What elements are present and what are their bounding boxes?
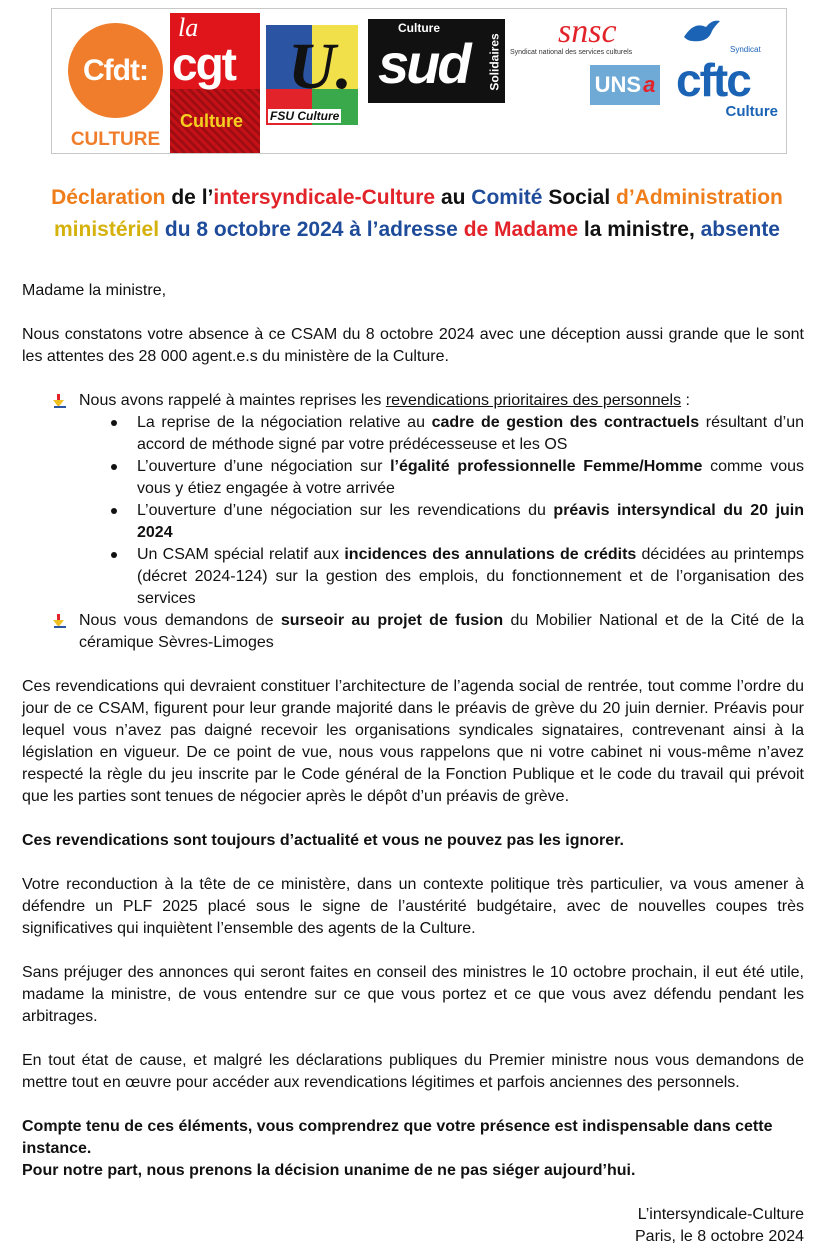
letter-body — [22, 280, 804, 1248]
title-segment: Déclaration — [51, 186, 166, 209]
sub-demands — [22, 412, 804, 610]
cfdt-culture-logo — [68, 23, 163, 151]
paragraph-agenda: Ces revendications qui devraient constituer l’architecture de l’agenda social de rentrée, tout comme l’ordre du jour de ce CSAM, figurent pour leur grande majorité dans le préavis de grève du 20 juin dernier. Préavis pour lequel vous n’avez pas daigné recevoir les organisations syndicales signataires, contrevenant ainsi à la législation en vigueur. De ce point de vue, nous vous rappelons que ni votre cabinet ni vous-même n’avez respecté la règle du jeu inscrite par le Code général de la Fonction Publique et le code du travail qui prévoit que les parties sont tenues de négocier après le dépôt d’un préavis de grève. — [22, 678, 804, 805]
fsu-logo-sub: FSU Culture — [270, 109, 340, 123]
arrow-bullet-icon — [52, 614, 67, 628]
cgt-culture-logo — [170, 13, 260, 153]
fsu-logo-letter: U. — [288, 30, 353, 103]
paragraph-conclusion: Compte tenu de ces éléments, vous comprendrez que votre présence est indispensable dans cette instance. Pour notre part, nous prenons la décision unanime de ne pas siéger aujourd’hui. — [22, 1118, 773, 1179]
signature-date: Paris, le 8 octobre 2024 — [635, 1228, 804, 1245]
signature-name: L’intersyndicale-Culture — [637, 1206, 804, 1223]
list-item: La reprise de la négociation relative au cadre de gestion des contractuels résultant d’un accord de méthode signé par votre prédécesseuse et les OS — [22, 412, 804, 456]
arrow-bullet-icon — [52, 394, 67, 408]
title-segment: de Madame — [463, 218, 579, 241]
paragraph-annonces: Sans préjuger des annonces qui seront faites en conseil des ministres le 10 octobre prochain, il eut été utile, madame la ministre, de vous entendre sur ce que vous portez et ce que vous avez défendu pendant les arbitrages. — [22, 964, 804, 1025]
title-segment: Comité — [471, 186, 543, 209]
paragraph-etat-de-cause: En tout état de cause, et malgré les déclarations publiques du Premier ministre nous vous demandons de mettre tout en œuvre pour accéder aux revendications légitimes et parfois anciennes des personnels. — [22, 1052, 804, 1091]
title-segment: la ministre, — [578, 218, 701, 241]
sud-logo-side: Solidaires — [487, 33, 502, 91]
cgt-logo-text: cgt — [172, 38, 235, 90]
title-segment: ministériel — [54, 218, 160, 241]
paragraph-actualite: Ces revendications sont toujours d’actualité et vous ne pouvez pas les ignorer. — [22, 832, 624, 849]
list-item: L’ouverture d’une négociation sur les revendications du préavis intersyndical du 20 juin 2024 — [22, 500, 804, 544]
cfdt-logo-text: Cfdt: — [68, 23, 163, 118]
title-segment: absente — [700, 218, 780, 241]
fsu-culture-logo — [266, 25, 358, 125]
unsa-logo: UNS a — [590, 65, 660, 105]
title-segment: de l’ — [165, 186, 214, 209]
snsc-logo-text: snsc — [558, 19, 617, 50]
paragraph-reconduction: Votre reconduction à la tête de ce ministère, dans un contexte politique très particulier, va vous amener à défendre un PLF 2025 placé sous le signe de l’austérité budgétaire, avec de nouvelles coupes très significatives qui inquiètent l’ensemble des agents de la Culture. — [22, 876, 804, 937]
snsc-unsa-logo — [510, 19, 660, 109]
sud-logo-text: sud — [378, 32, 469, 95]
sud-culture-solidaires-logo — [368, 19, 505, 103]
cftc-culture-logo — [674, 17, 778, 127]
title-line-1 — [0, 183, 834, 213]
cfdt-logo-sub: CULTURE — [70, 129, 161, 150]
cgt-logo-sub: Culture — [180, 111, 243, 131]
list-item: Un CSAM spécial relatif aux incidences des annulations de crédits décidées au printemps (décret 2024-124) sur la gestion des emplois, du fonctionnement et de l’organisation des services — [22, 544, 804, 610]
title-segment: au — [435, 186, 472, 209]
priorities-underlined: revendications prioritaires des personnels — [385, 392, 682, 409]
cftc-logo-sub: Culture — [725, 103, 778, 120]
list-item: L’ouverture d’une négociation sur l’égalité professionnelle Femme/Homme comme vous vous y étiez engagée à votre arrivée — [22, 456, 804, 500]
cftc-logo-syndicat: Syndicat — [730, 45, 761, 54]
title-line-2 — [0, 215, 834, 245]
cftc-logo-text: cftc — [676, 54, 750, 106]
snsc-logo-tagline: Syndicat national des services culturels — [510, 49, 633, 56]
title-segment: d’Administration — [616, 186, 783, 209]
sud-logo-top: Culture — [398, 21, 440, 35]
union-logos-banner — [51, 8, 787, 154]
paragraph-absence: Nous constatons votre absence à ce CSAM du 8 octobre 2024 avec une déception aussi grande que le sont les attentes des 28 000 agent.e.s du ministère de la Culture. — [22, 326, 804, 365]
title-segment: Social — [542, 186, 617, 209]
cgt-logo-la: la — [178, 13, 199, 42]
title-segment: intersyndicale-Culture — [213, 186, 436, 209]
demands-list — [22, 390, 804, 654]
signature — [22, 1204, 804, 1248]
title-segment: du 8 octobre 2024 à l’adresse — [159, 218, 464, 241]
demand-item-fusion: Nous vous demandons de surseoir au projet de fusion du Mobilier National et de la Cité de la céramique Sèvres-Limoges — [22, 610, 804, 654]
demand-item-priorities: Nous avons rappelé à maintes reprises les revendications prioritaires des personnels : — [22, 390, 804, 412]
dove-icon — [682, 17, 722, 47]
salutation: Madame la ministre, — [22, 282, 167, 299]
